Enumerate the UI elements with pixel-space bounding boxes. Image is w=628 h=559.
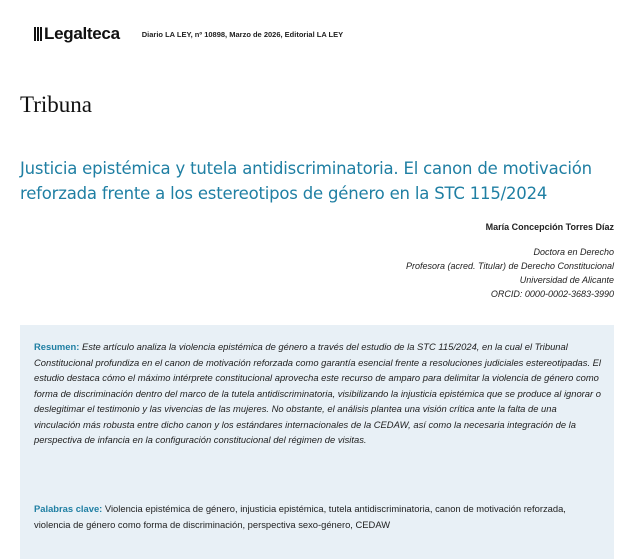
author-affiliation — [406, 245, 614, 301]
abstract-text: Este artículo analiza la violencia epistémica de género a través del estudio de la STC 115/2024, en la cual el Tribunal Constitucional profundiza en el canon de motivación reforzada como garantía esencial frente a resoluciones judiciales estereotipadas. El estudio destaca cómo el máximo intérprete constitucional aprovecha este recurso de amparo para delimitar la violencia de género como forma de discriminación dentro del marco de la tutela antidiscriminatoria, visibilizando la injusticia epistémica que se produce al ignorar o deslegitimar el testimonio y las vivencias de las mujeres. No obstante, el análisis plantea una visión crítica ante la falta de una vinculación más robusta entre dicho canon y los estándares internacionales de la CEDAW, así como la necesaria integración de la perspectiva de infancia en la configuración constitucional del régimen de visitas. — [34, 341, 601, 445]
article-title: Justicia epistémica y tutela antidiscriminatoria. El canon de motivación reforzada frente a los estereotipos de género en la STC 115/2024 — [20, 159, 592, 203]
logo-text: Legalteca — [44, 24, 120, 43]
affiliation-orcid: ORCID: 0000-0002-3683-3990 — [490, 289, 614, 299]
affiliation-university: Universidad de Alicante — [519, 275, 614, 285]
section-title: Tribuna — [20, 92, 92, 117]
abstract — [34, 339, 602, 448]
legalteca-logo — [34, 24, 120, 44]
keywords-text: Violencia epistémica de género, injusticia epistémica, tutela antidiscriminatoria, canon de motivación reforzada, violencia de género como forma de discriminación, perspectiva sexo-género, CEDAW — [34, 503, 566, 530]
affiliation-position: Profesora (acred. Titular) de Derecho Constitucional — [405, 261, 614, 271]
keywords-label: Palabras clave: — [34, 503, 103, 514]
author-name: María Concepción Torres Díaz — [485, 222, 614, 232]
keywords — [34, 501, 602, 532]
issue-line: Diario LA LEY, nº 10898, Marzo de 2026, Editorial LA LEY — [141, 29, 344, 39]
logo-bars-icon — [34, 27, 43, 41]
affiliation-degree: Doctora en Derecho — [533, 247, 614, 257]
abstract-box — [20, 325, 614, 559]
abstract-label: Resumen: — [34, 341, 80, 352]
document-header — [34, 24, 343, 44]
